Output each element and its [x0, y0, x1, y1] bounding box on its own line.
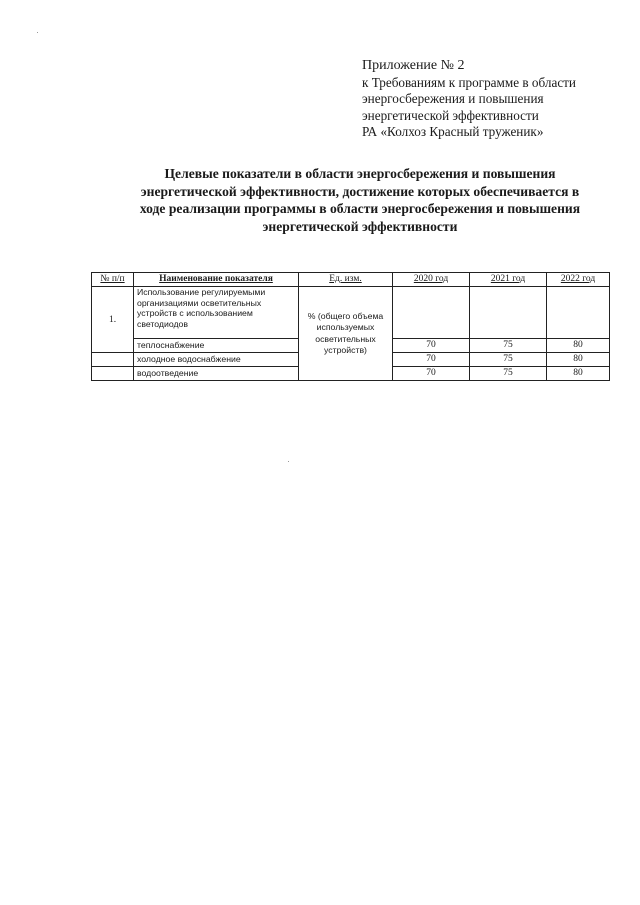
indicators-table	[91, 272, 610, 381]
title-line: энергетической эффективности	[262, 218, 458, 234]
header-name: Наименование показателя	[134, 273, 299, 287]
title-line: ходе реализации программы в области энергосбережения и повышения	[139, 201, 581, 216]
empty-cell	[92, 353, 134, 367]
subindicator-name: водоотведение	[134, 367, 299, 381]
appendix-line: энергосбережения и повышения	[362, 91, 544, 106]
table-row	[92, 287, 610, 339]
document-title	[100, 165, 620, 235]
indicator-name: Использование регулируемыми организациями осветительных устройств с использованием светодиодов	[134, 287, 299, 339]
value-cell: 70	[393, 339, 470, 353]
unit-cell: % (общего объема используемых осветительных устройств)	[299, 287, 393, 381]
empty-cell	[547, 287, 610, 339]
value-cell: 80	[547, 353, 610, 367]
empty-cell	[393, 287, 470, 339]
value-cell: 80	[547, 367, 610, 381]
scan-speck	[37, 32, 38, 33]
appendix-line: Приложение № 2	[362, 58, 465, 73]
subindicator-name: холодное водоснабжение	[134, 353, 299, 367]
header-unit: Ед. изм.	[299, 273, 393, 287]
value-cell: 75	[470, 367, 547, 381]
empty-cell	[92, 367, 134, 381]
empty-cell	[470, 287, 547, 339]
value-cell: 70	[393, 367, 470, 381]
scan-speck	[288, 461, 289, 462]
value-cell: 75	[470, 353, 547, 367]
value-cell: 80	[547, 339, 610, 353]
header-2021: 2021 год	[470, 273, 547, 287]
title-line: Целевые показатели в области энергосбережения и повышения	[164, 166, 556, 181]
appendix-line: РА «Колхоз Красный труженик»	[362, 124, 544, 139]
row-number: 1.	[92, 287, 134, 353]
appendix-line: энергетической эффективности	[362, 107, 539, 123]
appendix-line: к Требованиям к программе в области	[362, 74, 576, 90]
table-header-row	[92, 273, 610, 287]
appendix-block	[362, 58, 632, 141]
header-2020: 2020 год	[393, 273, 470, 287]
header-num: № п/п	[92, 273, 134, 287]
value-cell: 75	[470, 339, 547, 353]
value-cell: 70	[393, 353, 470, 367]
header-2022: 2022 год	[547, 273, 610, 287]
title-line: энергетической эффективности, достижение которых обеспечивается в	[140, 183, 580, 199]
subindicator-name: теплоснабжение	[134, 339, 299, 353]
